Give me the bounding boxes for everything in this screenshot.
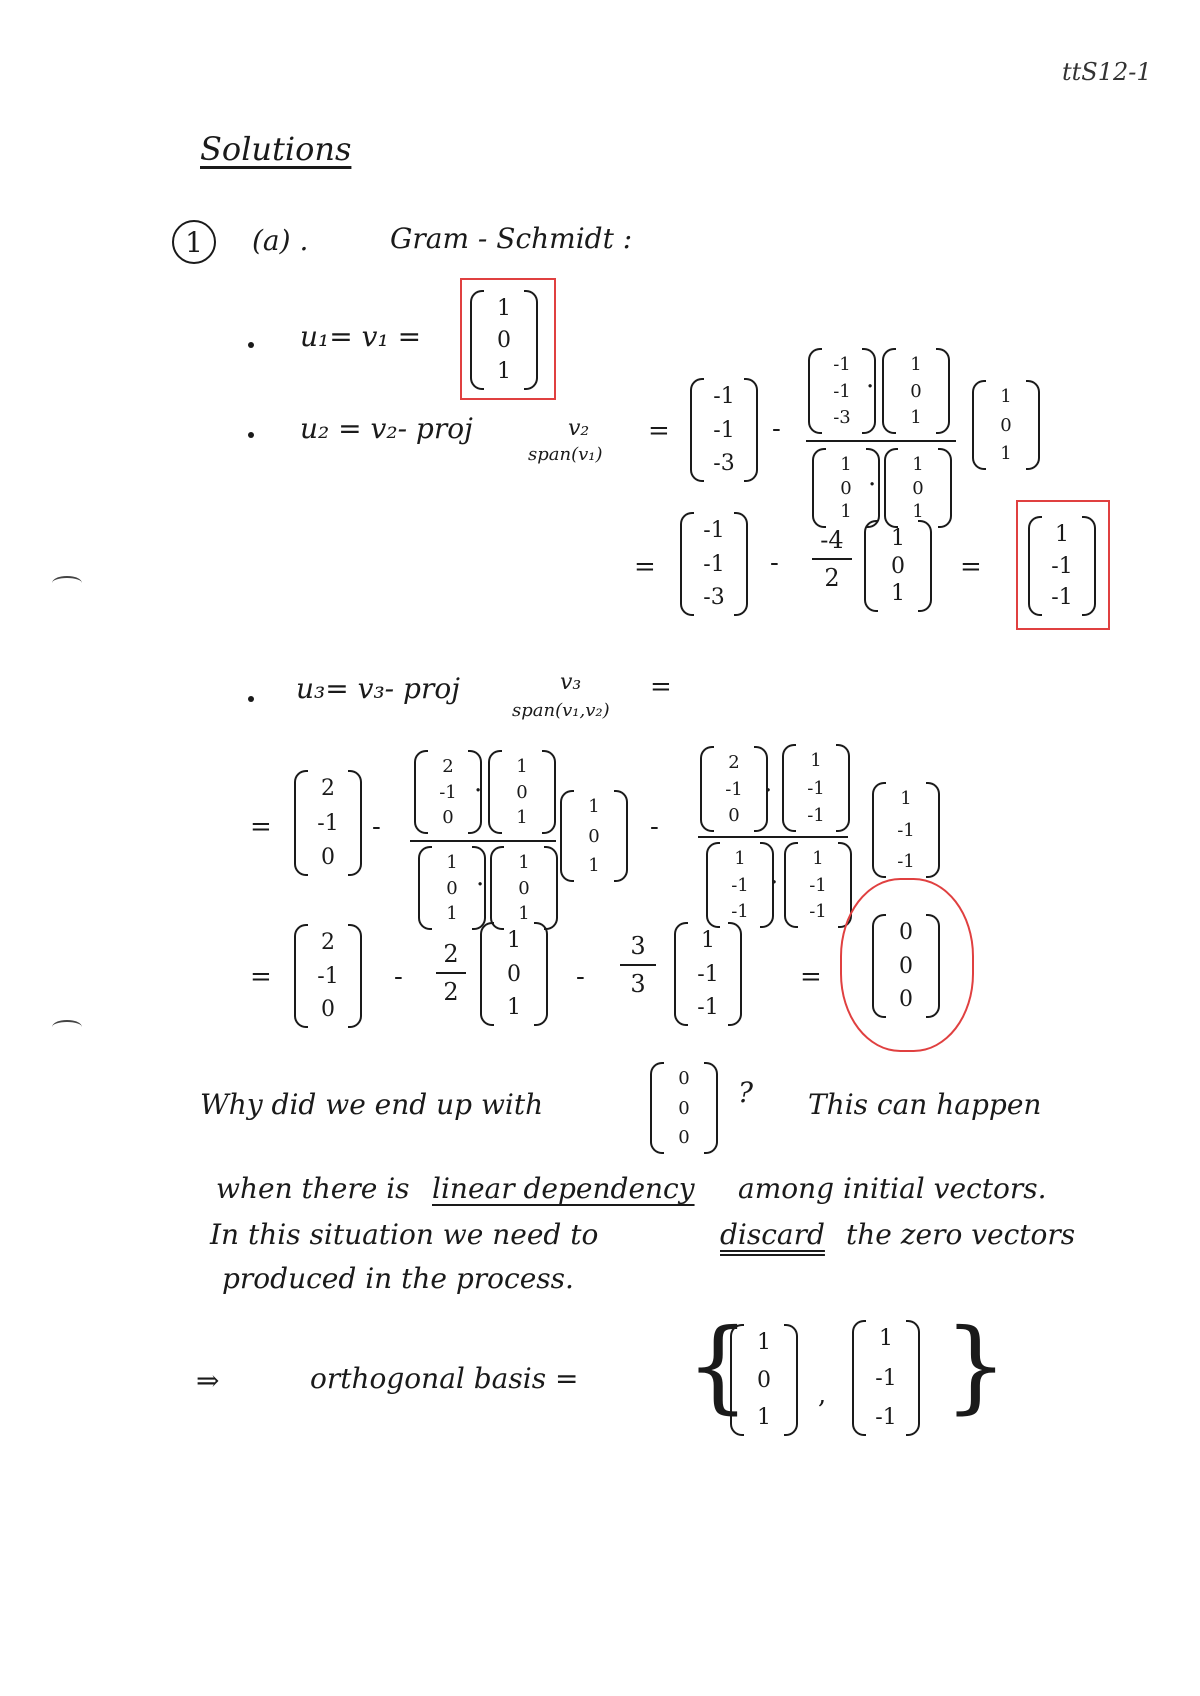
v1-dot-den-d: 1 0 1 bbox=[490, 846, 558, 930]
dot-op: · bbox=[474, 776, 483, 806]
u2-vector-c: 1 -1 -1 bbox=[872, 782, 940, 878]
minus-op: - bbox=[372, 812, 381, 842]
zero-result-vector: 0 0 0 bbox=[872, 914, 940, 1018]
u2-lhs: u₂ = v₂- proj bbox=[300, 412, 473, 445]
fraction-minus4-over-2: -4 2 bbox=[812, 526, 852, 592]
v2-dot-num: -1 -1 -3 bbox=[808, 348, 876, 434]
fraction-bar bbox=[410, 840, 556, 842]
zero-highlight-cloud bbox=[840, 878, 974, 1052]
minus-op: - bbox=[770, 548, 779, 578]
basis-open-brace: { bbox=[686, 1307, 750, 1424]
fraction-bar bbox=[698, 836, 848, 838]
margin-mark-1 bbox=[52, 576, 82, 590]
produced-text: produced in the process. bbox=[222, 1262, 574, 1295]
u2-dot-den-b: 1 -1 -1 bbox=[784, 842, 852, 928]
zero-vector-inline: 0 0 0 bbox=[650, 1062, 718, 1154]
basis-close-brace: } bbox=[944, 1307, 1008, 1424]
dot-op: · bbox=[866, 372, 875, 402]
situation-text-a: In this situation we need to bbox=[210, 1218, 599, 1251]
v1-dot-num-a: 1 0 1 bbox=[488, 750, 556, 834]
v1-vector-e: 1 0 1 bbox=[480, 922, 548, 1026]
v1-dot-den-a: 1 0 1 bbox=[812, 448, 880, 528]
discard-text: discard bbox=[720, 1218, 825, 1251]
eq-op: = bbox=[250, 812, 272, 842]
margin-mark-2 bbox=[52, 1020, 82, 1034]
situation-text-b: the zero vectors bbox=[846, 1218, 1076, 1251]
u2-eq-1: = bbox=[648, 416, 670, 446]
dot-op: · bbox=[868, 470, 877, 500]
v1-dot-den-b: 1 0 1 bbox=[884, 448, 952, 528]
u2-dot-num: 1 -1 -1 bbox=[782, 744, 850, 832]
why-text-a: Why did we end up with bbox=[200, 1088, 544, 1121]
basis-vector-1: 1 0 1 bbox=[730, 1324, 798, 1436]
dot-op: · bbox=[770, 868, 779, 898]
bullet-3 bbox=[248, 696, 254, 702]
v1-vector-c: 1 0 1 bbox=[864, 520, 932, 612]
v1-vector-b: 1 0 1 bbox=[972, 380, 1040, 470]
v3-dot-num-b: 2 -1 0 bbox=[700, 746, 768, 832]
v1-dot-den-c: 1 0 1 bbox=[418, 846, 486, 930]
eq-op: = bbox=[960, 552, 982, 582]
eq-op: = bbox=[800, 962, 822, 992]
u3-lhs: u₃= v₃- proj bbox=[296, 672, 460, 705]
u3-eq-1: = bbox=[650, 672, 672, 702]
problem-number: 1 bbox=[172, 220, 216, 264]
page-title: Solutions bbox=[200, 130, 352, 168]
u2-vector-d: 1 -1 -1 bbox=[674, 922, 742, 1026]
when-text-a: when there is bbox=[216, 1172, 410, 1205]
problem-part: (a) . bbox=[252, 224, 309, 257]
linear-dependency-text: linear dependency bbox=[432, 1172, 695, 1205]
u2-proj-v: v₂ bbox=[568, 416, 590, 441]
u2-highlight-box bbox=[1016, 500, 1110, 630]
implies-arrow: ⇒ bbox=[196, 1364, 220, 1397]
eq-op: = bbox=[634, 552, 656, 582]
v3-vector-a: 2 -1 0 bbox=[294, 770, 362, 876]
minus-op: - bbox=[772, 414, 781, 444]
when-text-b: among initial vectors. bbox=[738, 1172, 1047, 1205]
basis-comma: , bbox=[818, 1380, 827, 1410]
fraction-2-over-2: 2 2 bbox=[436, 940, 466, 1006]
dot-op: · bbox=[764, 776, 773, 806]
v2-vector-a: -1 -1 -3 bbox=[690, 378, 758, 482]
eq-op: = bbox=[250, 962, 272, 992]
minus-op: - bbox=[394, 962, 403, 992]
dot-op: · bbox=[476, 870, 485, 900]
v1-dot-num: 1 0 1 bbox=[882, 348, 950, 434]
problem-method: Gram - Schmidt : bbox=[390, 222, 633, 255]
fraction-3-over-3: 3 3 bbox=[620, 932, 656, 998]
v3-vector-b: 2 -1 0 bbox=[294, 924, 362, 1028]
v1-vector-d: 1 0 1 bbox=[560, 790, 628, 882]
v2-vector-b: -1 -1 -3 bbox=[680, 512, 748, 616]
bullet-2 bbox=[248, 432, 254, 438]
minus-op: - bbox=[576, 962, 585, 992]
fraction-bar bbox=[806, 440, 956, 442]
u2-result-vector: 1 -1 -1 bbox=[1028, 516, 1096, 616]
bullet-1 bbox=[248, 342, 254, 348]
u2-proj-sub: span(v₁) bbox=[528, 444, 603, 465]
u2-dot-den-a: 1 -1 -1 bbox=[706, 842, 774, 928]
why-question-mark: ? bbox=[738, 1076, 754, 1109]
page-code: ttS12-1 bbox=[1062, 58, 1152, 86]
u3-proj-sub: span(v₁,v₂) bbox=[512, 700, 610, 721]
minus-op: - bbox=[650, 812, 659, 842]
u3-proj-v: v₃ bbox=[560, 670, 582, 695]
u1-vector: 1 0 1 bbox=[470, 290, 538, 390]
u1-highlight-box bbox=[460, 278, 556, 400]
v3-dot-num-a: 2 -1 0 bbox=[414, 750, 482, 834]
basis-vector-2: 1 -1 -1 bbox=[852, 1320, 920, 1436]
orthogonal-basis-label: orthogonal basis = bbox=[310, 1362, 579, 1395]
why-text-b: This can happen bbox=[808, 1088, 1042, 1121]
u1-lhs: u₁= v₁ = bbox=[300, 320, 422, 353]
